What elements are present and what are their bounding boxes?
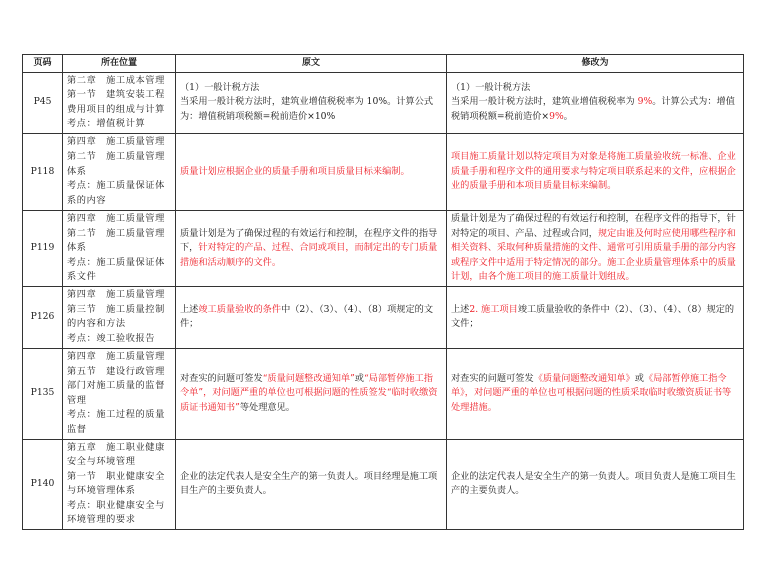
location-line: 考点：施工质量保证体系的内容 bbox=[67, 180, 165, 206]
revised-text-cell bbox=[447, 133, 744, 210]
location-cell bbox=[63, 286, 176, 348]
highlighted-text: 《质量问题整改通知单》 bbox=[533, 372, 635, 384]
location-cell bbox=[63, 72, 176, 133]
highlighted-text: 《局部暂停施工指令单》，对问题严重的单位也可根据问题的性质采取临时收缴资质证书等处理措施。 bbox=[451, 372, 732, 414]
body-text: 对查实的问题可签发 bbox=[180, 372, 263, 384]
location-line: 第二节 施工质量管理体系 bbox=[67, 151, 165, 177]
location-cell bbox=[63, 210, 176, 286]
header-original: 原文 bbox=[176, 55, 447, 73]
body-text: 企业的法定代表人是安全生产的第一负责人。项目负责人是施工项目生产的主要负责人。 bbox=[451, 470, 736, 497]
highlighted-text: 项目施工质量计划以特定项目为对象是将施工质量验收统一标准、企业质量手册和程序文件的通用要求与特定项目联系起来的文件，应根据企业的质量手册和本项目质量目标来编制。 bbox=[451, 151, 736, 192]
location-line: 第一节 建筑安装工程费用项目的组成与计算 bbox=[67, 89, 165, 115]
body-text: （1）一般计税方法 bbox=[180, 81, 260, 93]
body-text: 或 bbox=[354, 372, 364, 384]
revised-text-cell bbox=[447, 286, 744, 348]
location-line: 第四章 施工质量管理 bbox=[67, 350, 165, 362]
table-row bbox=[23, 210, 744, 286]
page-number-cell: P135 bbox=[23, 348, 63, 439]
body-text: 当采用一般计税方法时，建筑业增值税税率为 bbox=[451, 96, 638, 108]
original-text-cell bbox=[176, 439, 447, 530]
original-text-cell bbox=[176, 133, 447, 210]
body-text: 。计算公式为：增值税销项税额=税前造价× bbox=[451, 96, 735, 123]
location-cell bbox=[63, 439, 176, 530]
body-text: 等处理意见。 bbox=[239, 402, 295, 414]
location-line: 第一节 职业健康安全与环境管理体系 bbox=[67, 470, 165, 497]
location-line: 第三节 施工质量控制的内容和方法 bbox=[67, 303, 165, 330]
highlighted-text: 质量计划应根据企业的质量手册和项目质量目标来编制。 bbox=[180, 165, 410, 177]
errata-table bbox=[22, 54, 744, 530]
location-line: 第二章 施工成本管理 bbox=[67, 74, 165, 86]
location-line: 第五章 施工职业健康安全与环境管理 bbox=[67, 441, 165, 468]
revised-text-cell bbox=[447, 210, 744, 286]
body-text: 当采用一般计税方法时，建筑业增值税税率为 10%。计算公式为：增值税销项税额=税前造价×10% bbox=[180, 96, 434, 123]
original-text-cell bbox=[176, 210, 447, 286]
revised-text-cell bbox=[447, 439, 744, 530]
page-number-cell: P140 bbox=[23, 439, 63, 530]
page-number-cell: P119 bbox=[23, 210, 63, 286]
table-row bbox=[23, 348, 744, 439]
location-line: 考点：施工质量保证体系文件 bbox=[67, 256, 165, 283]
highlighted-text: 9% bbox=[549, 111, 564, 123]
location-cell bbox=[63, 348, 176, 439]
highlighted-text: 针对特定的产品、过程、合同或项目，而制定出的专门质量措施和活动顺序的文件。 bbox=[180, 242, 438, 268]
page-number-cell: P118 bbox=[23, 133, 63, 210]
header-revised: 修改为 bbox=[447, 55, 744, 73]
location-line: 第四章 施工质量管理 bbox=[67, 212, 165, 224]
location-cell bbox=[63, 133, 176, 210]
location-line: 第二节 施工质量管理体系 bbox=[67, 227, 165, 254]
original-text-cell bbox=[176, 286, 447, 348]
revised-text-cell bbox=[447, 72, 744, 133]
page-number-cell: P45 bbox=[23, 72, 63, 133]
location-line: 第五节 建设行政管理部门对施工质量的监督管理 bbox=[67, 365, 165, 406]
body-text: 上述 bbox=[451, 303, 470, 315]
highlighted-text: 规定由谁及何时应使用哪些程序和相关资料、采取何种质量措施的文件、通常可引用质量手册的部分内容或程序文件中适用于特定情况的部分。施工企业质量管理体系中的质量计划，由各个施工项目的施工质量计划组成。 bbox=[451, 227, 736, 283]
header-location: 所在位置 bbox=[63, 55, 176, 73]
revised-text-cell bbox=[447, 348, 744, 439]
table-row bbox=[23, 286, 744, 348]
header-row bbox=[23, 55, 744, 73]
body-text: 企业的法定代表人是安全生产的第一负责人。项目经理是施工项目生产的主要负责人。 bbox=[180, 470, 438, 497]
highlighted-text: 竣工质量验收的条件 bbox=[198, 303, 282, 315]
highlighted-text: “质量问题整改通知单” bbox=[262, 372, 355, 384]
body-text: 对查实的问题可签发 bbox=[451, 372, 534, 384]
body-text: 质量计划是为了确保过程的有效运行和控制，在程序文件的指导下，针对特定的项目、产品、过程或合同， bbox=[451, 212, 736, 239]
highlighted-text: 9% bbox=[637, 96, 653, 108]
highlighted-text: “局部暂停施工指令单”，对问题严重的单位也可根据问题的性质签发“临时收缴资质证书通知书” bbox=[180, 372, 438, 414]
location-line: 考点：施工过程的质量监督 bbox=[67, 409, 165, 435]
body-text: 。 bbox=[563, 111, 573, 123]
body-text: 或 bbox=[634, 372, 644, 384]
highlighted-text: 2. 施工项目 bbox=[469, 303, 518, 315]
location-line: 考点：职业健康安全与环境管理的要求 bbox=[67, 499, 165, 526]
location-line: 考点：增值税计算 bbox=[67, 118, 146, 130]
location-line: 第四章 施工质量管理 bbox=[67, 289, 165, 301]
body-text: 中（2）、（3）、（4）、（8）项规定的文件； bbox=[180, 303, 434, 330]
header-page: 页码 bbox=[23, 55, 63, 73]
table-row bbox=[23, 133, 744, 210]
location-line: 考点：竣工验收报告 bbox=[67, 333, 156, 345]
page-number-cell: P126 bbox=[23, 286, 63, 348]
table-row bbox=[23, 72, 744, 133]
location-line: 第四章 施工质量管理 bbox=[67, 136, 165, 148]
body-text: 质量计划是为了确保过程的有效运行和控制，在程序文件的指导下， bbox=[180, 227, 438, 254]
table-row bbox=[23, 439, 744, 530]
original-text-cell bbox=[176, 72, 447, 133]
body-text: 竣工质量验收的条件中（2）、（3）、（4）、（8）规定的文件； bbox=[451, 303, 735, 330]
body-text: （1）一般计税方法 bbox=[451, 81, 531, 93]
body-text: 上述 bbox=[180, 303, 199, 315]
original-text-cell bbox=[176, 348, 447, 439]
